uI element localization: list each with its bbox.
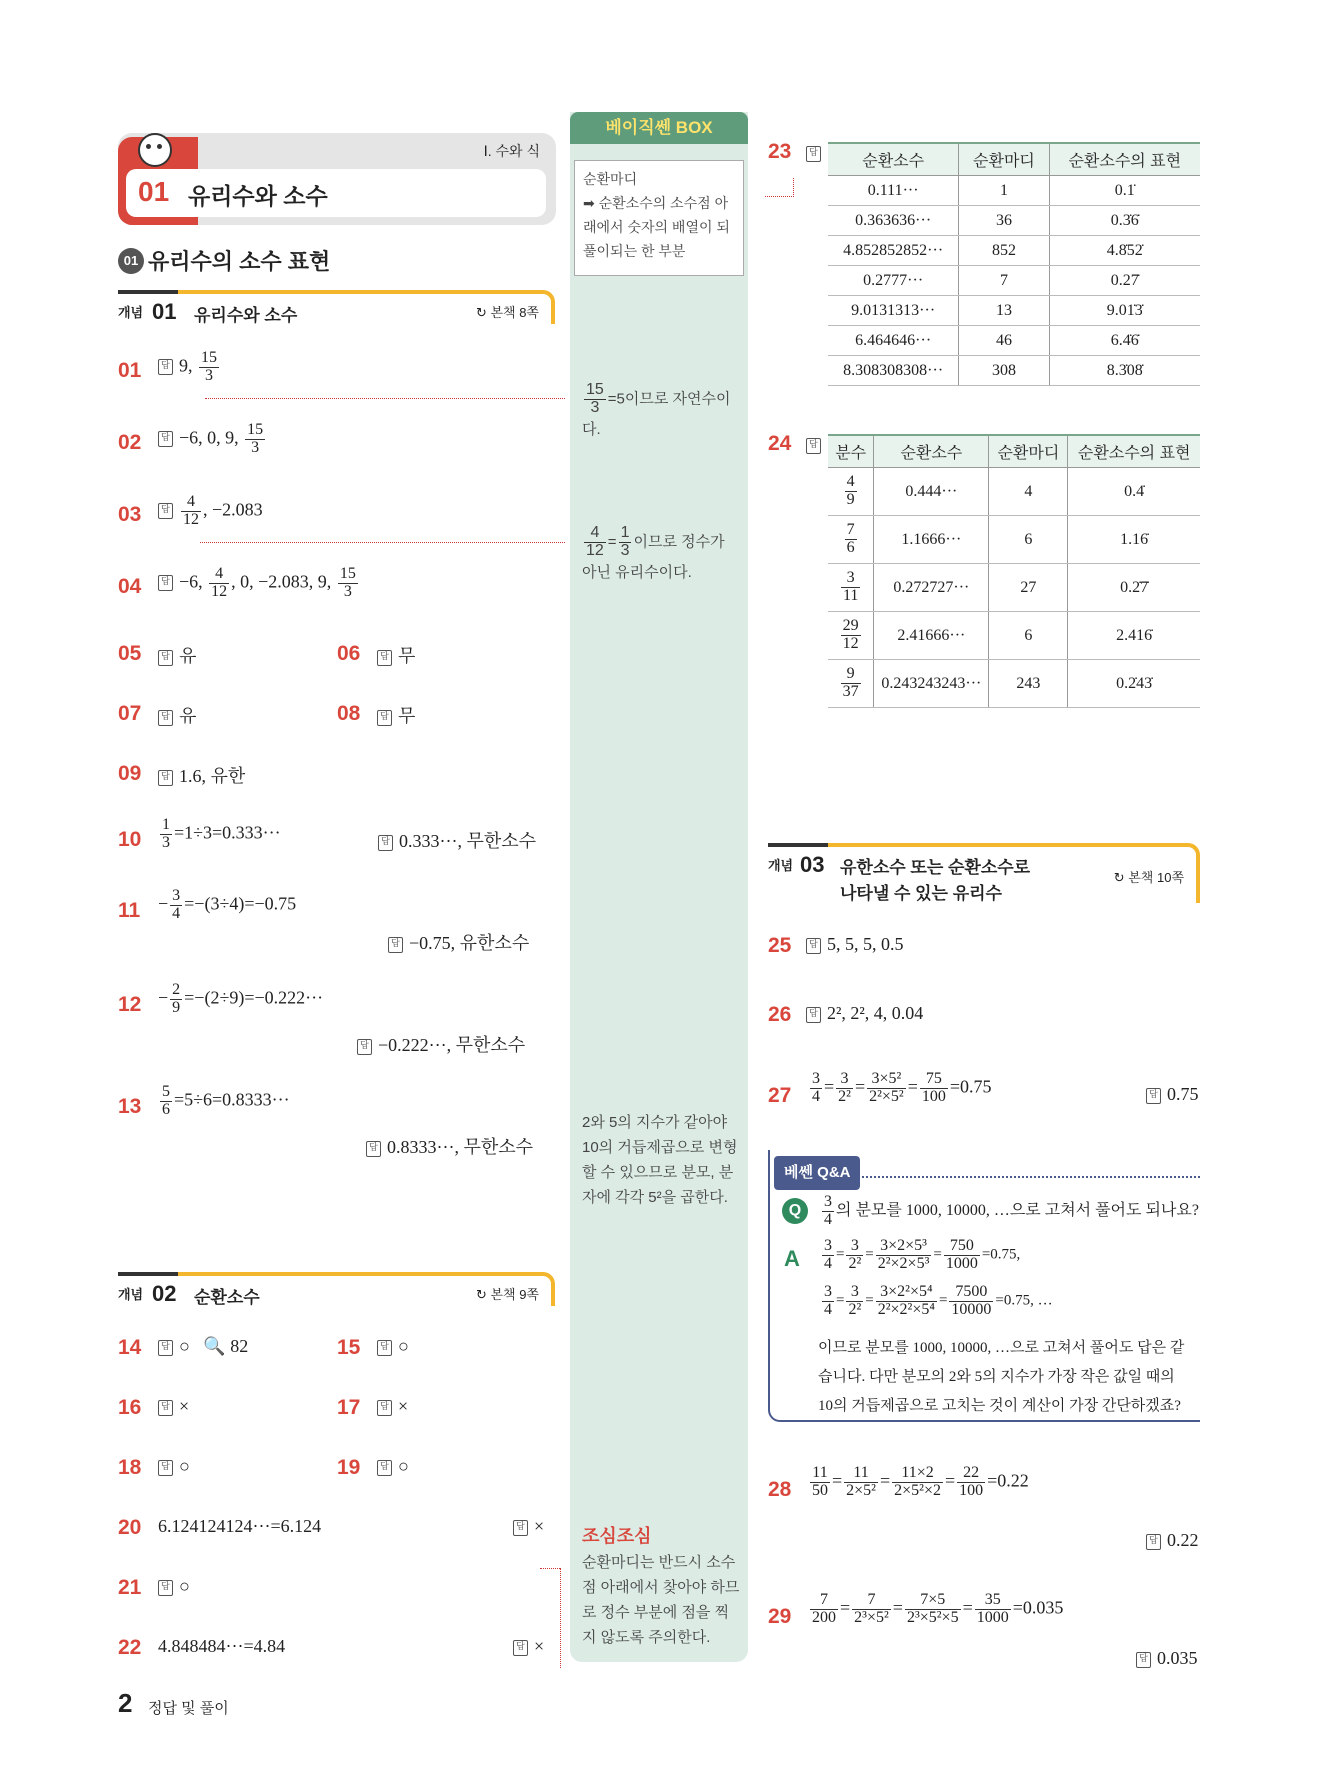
section-title-text: 유리수의 소수 표현: [148, 249, 331, 274]
concept-title-line1: 유한소수 또는 순환소수로: [840, 858, 1031, 877]
answer-number: 26: [768, 1003, 792, 1026]
concept-title: 순환소수: [194, 1288, 260, 1307]
answer-number: 12: [118, 993, 142, 1016]
answer-03: 답 $\frac{4}{12}$ , −2.083: [158, 494, 263, 529]
answer-number: 18: [118, 1456, 142, 1479]
answer-mark-icon: 답: [158, 710, 173, 726]
answer-07: 답 유: [158, 702, 196, 728]
magnifier-icon: 🔍: [203, 1336, 226, 1356]
concept-label: 개념: [118, 305, 144, 320]
answer-mark-icon: 답: [1146, 1088, 1161, 1104]
concept-ref: ↻ 본책 10쪽: [1113, 870, 1184, 885]
caution-title: 조심조심: [582, 1526, 652, 1546]
answer-mark-icon: 답: [158, 1580, 173, 1596]
answer-mark-icon: 답: [158, 770, 173, 786]
qa-badge: 베쎈 Q&A: [774, 1156, 860, 1190]
answer-25: 답 5, 5, 5, 0.5: [806, 934, 904, 955]
concept-number: 02: [152, 1281, 177, 1306]
answer-mark-icon: 답: [806, 146, 821, 162]
answer-mark-icon: 답: [388, 937, 403, 953]
answer-04: 답 −6, $\frac{4}{12}$ , 0, −2.083, 9, $\frac{15}{3}$: [158, 566, 360, 601]
answer-mark-icon: 답: [806, 438, 821, 454]
answer-number: 21: [118, 1576, 142, 1599]
answer-29-expr: $\frac{7}{200}$ = $\frac{7}{\text{2³×5²}}$ = $\frac{7\times 5}{\text{2³×5²×5}}$ = $\frac{35}{1000}$ =0.035: [812, 1591, 1064, 1626]
answer-20: 답 ×: [513, 1516, 544, 1537]
answer-number: 11: [118, 899, 141, 922]
answer-29: 답 0.035: [1136, 1648, 1198, 1669]
answer-number: 24: [768, 432, 792, 455]
answer-mark-icon: 답: [806, 1007, 821, 1023]
answer-number: 06: [337, 642, 361, 665]
answer-number: 23: [768, 140, 792, 163]
concept-label: 개념: [768, 858, 794, 873]
answer-line-1: $\frac{3}{4}$ = $\frac{3}{\text{2²}}$ = $\frac{\text{3×2×5³}}{\text{2²×2×5³}}$ = $\frac{750}{1000}$ =0.75,: [824, 1237, 1021, 1272]
answer-01: 답 9, $\frac{15}{3}$: [158, 350, 221, 385]
answer-mark-icon: 답: [158, 431, 173, 447]
answer-20-expr: 6.124124124···=6.124: [158, 1516, 322, 1536]
answer-number: 02: [118, 431, 142, 454]
answer-mark-icon: 답: [158, 1400, 173, 1416]
answer-10: 답 0.333···, 무한소수: [378, 827, 536, 853]
caution-text: 순환마디는 반드시 소수점 아래에서 찾아야 하므로 정수 부분에 점을 찍지 않도록 주의한다.: [582, 1554, 740, 1646]
answer-number: 07: [118, 702, 142, 725]
answer-mark-icon: 답: [377, 1460, 392, 1476]
answer-number: 17: [337, 1396, 361, 1419]
box-title: 베이직쎈 BOX: [570, 112, 748, 144]
answer-22: 답 ×: [513, 1636, 544, 1657]
answer-27-expr: $\frac{3}{4}$ = $\frac{3}{\text{2²}}$ = $\frac{\text{3×5²}}{\text{2²×5²}}$ = $\frac{75}{100}$ =0.75: [812, 1070, 992, 1105]
answer-mark-icon: 답: [158, 650, 173, 666]
answer-18: 답 ○: [158, 1456, 190, 1477]
concept-title: 유리수와 소수: [194, 306, 298, 325]
question-label: Q: [782, 1198, 808, 1224]
answer-number: 20: [118, 1516, 142, 1539]
concept-02-header: [118, 1272, 555, 1306]
section-title: [118, 245, 330, 276]
answer-mark-icon: 답: [158, 575, 173, 591]
answer-14: 답 ○ 🔍 82: [158, 1336, 248, 1357]
answer-08: 답 무: [377, 702, 415, 728]
answer-28: 답 0.22: [1146, 1530, 1199, 1551]
answer-02: 답 −6, 0, 9, $\frac{15}{3}$: [158, 422, 267, 457]
answer-mark-icon: 답: [513, 1520, 528, 1536]
answer-mark-icon: 답: [158, 1340, 173, 1356]
page-number: 2: [118, 1688, 133, 1718]
answer-number: 13: [118, 1095, 142, 1118]
footer-label: 정답 및 풀이: [148, 1700, 229, 1717]
refresh-icon: ↻: [475, 1287, 491, 1302]
answer-09: 답 1.6, 유한: [158, 762, 245, 788]
answer-number: 04: [118, 575, 142, 598]
mascot-icon: [138, 133, 172, 167]
refresh-icon: ↻: [1113, 870, 1129, 885]
chapter-title: 유리수와 소수: [188, 183, 328, 209]
concept-ref: ↻ 본책 8쪽: [475, 305, 539, 320]
answer-13: 답 0.8333···, 무한소수: [366, 1133, 533, 1159]
answer-number: 27: [768, 1084, 792, 1107]
answer-16: 답 ×: [158, 1396, 189, 1417]
answer-mark-icon: 답: [378, 835, 393, 851]
answer-mark-icon: 답: [513, 1640, 528, 1656]
answer-11-expr: − $\frac{3}{4}$ =−(3÷4)=−0.75: [158, 887, 297, 922]
answer-number: 08: [337, 702, 361, 725]
chapter-header: [118, 133, 556, 225]
answer-number: 01: [118, 359, 142, 382]
answer-26: 답 2², 2², 4, 0.04: [806, 1003, 923, 1024]
answer-12-expr: − $\frac{2}{9}$ =−(2÷9)=−0.222···: [158, 981, 324, 1016]
answer-21: 답 ○: [158, 1576, 190, 1597]
answer-13-expr: $\frac{5}{6}$ =5÷6=0.8333···: [162, 1083, 290, 1118]
answer-number: 09: [118, 762, 142, 785]
table-23: 순환소수 순환마디 순환소수의 표현 0.111··· 1 0.1̇ 0.363636··· 36 0.3̇6̇ 4.852852852··· 852 4.8̇52̇ 0.2777··· 7 0.27̇ 9.0131313··· 13 9.01̇3̇ 6.464646··· 46 6.4̇6̇ 8.308308308··· 308 8.3̇08̇: [828, 142, 1200, 386]
concept-01-header: [118, 290, 555, 324]
sidebar: [570, 112, 748, 1662]
answer-number: 29: [768, 1605, 792, 1628]
answer-mark-icon: 답: [158, 359, 173, 375]
concept-number: 03: [800, 852, 825, 877]
box-definition: 순환마디 ➡ 순환소수의 소수점 아래에서 숫자의 배열이 되풀이되는 한 부분: [574, 160, 744, 276]
section-badge: 01: [118, 248, 144, 274]
answer-11: 답 −0.75, 유한소수: [388, 929, 529, 955]
answer-number: 16: [118, 1396, 142, 1419]
answer-mark-icon: 답: [377, 710, 392, 726]
sidebar-note-3: 2와 5의 지수가 같아야 10의 거듭제곱으로 변형할 수 있으므로 분모, 분자에 각각 5²을 곱한다.: [582, 1114, 738, 1206]
refresh-icon: ↻: [475, 305, 491, 320]
answer-19: 답 ○: [377, 1456, 409, 1477]
chapter-number: 01: [138, 176, 170, 207]
answer-10-expr: $\frac{1}{3}$ =1÷3=0.333···: [162, 816, 281, 851]
answer-number: 28: [768, 1478, 792, 1501]
answer-body: 이므로 분모를 1000, 10000, …으로 고쳐서 풀어도 답은 같습니다. 다만 분모의 2와 5의 지수가 가장 작은 값일 때의 10의 거듭제곱으로 고치는 것이 계산이 가장 간단하겠죠?: [818, 1340, 1185, 1414]
answer-15: 답 ○: [377, 1336, 409, 1357]
answer-number: 10: [118, 828, 142, 851]
answer-28-expr: $\frac{11}{50}$ = $\frac{11}{\text{2×5²}}$ = $\frac{11\times 2}{\text{2×5²×2}}$ = $\frac{22}{100}$ =0.22: [812, 1464, 1029, 1499]
answer-number: 05: [118, 642, 142, 665]
answer-number: 22: [118, 1636, 142, 1659]
answer-mark-icon: 답: [377, 650, 392, 666]
answer-12: 답 −0.222···, 무한소수: [357, 1031, 525, 1057]
answer-line-2: $\frac{3}{4}$ = $\frac{3}{\text{2²}}$ = $\frac{\text{3×2²×5⁴}}{\text{2²×2²×5⁴}}$ = $\frac{7500}{10000}$ =0.75, …: [824, 1283, 1053, 1318]
answer-mark-icon: 답: [1146, 1534, 1161, 1550]
answer-number: 15: [337, 1336, 361, 1359]
answer-mark-icon: 답: [366, 1141, 381, 1157]
concept-03-header: [768, 843, 1200, 903]
concept-title-line2: 나타낼 수 있는 유리수: [840, 884, 1002, 903]
answer-number: 25: [768, 934, 792, 957]
concept-label: 개념: [118, 1287, 144, 1302]
question-text: $\frac{3}{4}$ 의 분모를 1000, 10000, …으로 고쳐서 풀어도 되나요?: [824, 1193, 1199, 1228]
concept-number: 01: [152, 299, 177, 324]
answer-17: 답 ×: [377, 1396, 408, 1417]
answer-mark-icon: 답: [1136, 1652, 1151, 1668]
answer-27: 답 0.75: [1146, 1084, 1199, 1105]
answer-number: 03: [118, 503, 142, 526]
answer-mark-icon: 답: [377, 1400, 392, 1416]
answer-label: A: [784, 1246, 800, 1271]
qa-box: [768, 1150, 1200, 1422]
answer-mark-icon: 답: [377, 1340, 392, 1356]
answer-mark-icon: 답: [158, 1460, 173, 1476]
sidebar-note-1: $\frac{15}{3}$ =5이므로 자연수이다.: [582, 381, 731, 438]
answer-06: 답 무: [377, 642, 415, 668]
answer-number: 14: [118, 1336, 142, 1359]
answer-mark-icon: 답: [806, 938, 821, 954]
answer-22-expr: 4.848484···=4.84: [158, 1636, 286, 1656]
answer-mark-icon: 답: [357, 1039, 372, 1055]
answer-number: 19: [337, 1456, 361, 1479]
table-24: 분수 순환소수 순환마디 순환소수의 표현 $\frac{4}{9}$ 0.444··· 4 0.4̇ $\frac{7}{6}$ 1.1666··· 6 1.16̇ $\frac{3}{11}$ 0.272727··· 27 0.2̇7̇ $\frac{29}{12}$ 2.41666··· 6 2.416̇ $\frac{9}{37}$ 0.243243243··· 243 0.2̇43̇: [828, 434, 1200, 708]
concept-ref: ↻ 본책 9쪽: [475, 1287, 539, 1302]
answer-05: 답 유: [158, 642, 196, 668]
sidebar-note-2: $\frac{4}{12}$ = $\frac{1}{3}$ 이므로 정수가 아닌 유리수이다.: [582, 524, 725, 581]
answer-mark-icon: 답: [158, 503, 173, 519]
unit-label: Ⅰ. 수와 식: [483, 143, 540, 159]
